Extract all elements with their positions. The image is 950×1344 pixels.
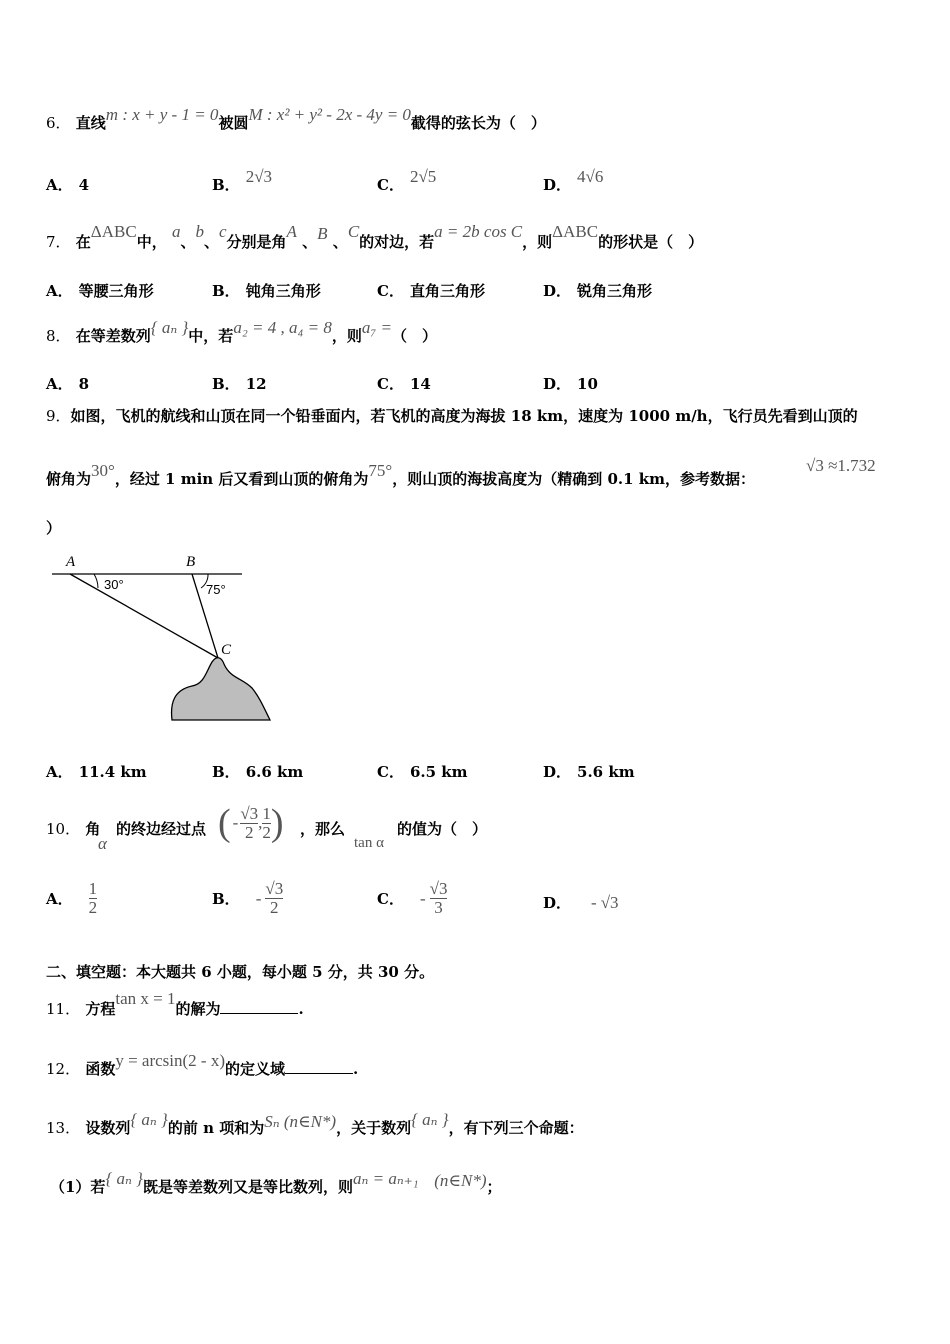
q7-option-d[interactable]: D． 锐角三角形 xyxy=(543,282,653,300)
q12-answer-blank[interactable] xyxy=(285,1059,353,1074)
q10-number: 10． xyxy=(46,820,81,838)
q11-answer-blank[interactable] xyxy=(220,999,298,1014)
q12-stem: 12． 函数y = arcsin(2 - x)的定义域 . xyxy=(46,1051,359,1078)
q13-number: 13． xyxy=(46,1119,81,1137)
q6-text-post: 截得的弦长为（ ） xyxy=(410,114,546,132)
q10-tan-alpha: tan α xyxy=(354,835,384,851)
q7-stem: 7． 在ΔABC中， a、b、c分别是角A 、B 、C的对边，若a = 2b cos C，则ΔABC的形状是（ ） xyxy=(46,222,704,251)
q10-option-b[interactable]: B． - $\frac{√3}{2}$ xyxy=(212,879,284,917)
q10-alpha: α xyxy=(98,834,107,853)
q6-stem xyxy=(46,105,546,134)
q10-point: ( - $\frac{√3}{2}$ , $\frac{1}{2}$ ) xyxy=(218,802,284,844)
q9-option-d[interactable]: D． 5.6 km xyxy=(543,763,635,781)
q7-option-b[interactable]: B． 钝角三角形 xyxy=(212,282,321,300)
angle-arc-a xyxy=(94,574,98,588)
q6-option-b[interactable]: B． 2√3 xyxy=(212,167,273,194)
q6-number: 6． xyxy=(46,114,71,132)
q8-target: a₇ = xyxy=(361,318,392,337)
q11-stem: 11． 方程tan x = 1的解为 . xyxy=(46,989,304,1018)
q6-option-c[interactable]: C． 2√5 xyxy=(377,167,437,194)
q10-option-a[interactable]: A． $\frac{1}{2}$ xyxy=(46,879,98,917)
angle-75-label: 75° xyxy=(206,582,226,597)
q9-option-b[interactable]: B． 6.6 km xyxy=(212,763,304,781)
q8-stem: 8． 在等差数列{ aₙ }中，若a₂ = 4 , a₄ = 8，则a₇ =（ ） xyxy=(46,318,437,345)
q10-option-d[interactable]: D． - √3 xyxy=(543,892,619,912)
q9-option-a[interactable]: A． 11.4 km xyxy=(46,763,147,781)
q10-text-value: 的值为（ ） xyxy=(397,820,488,838)
q10-text-point: 的终边经过点 xyxy=(116,820,207,838)
section-fill-in-heading: 二、填空题：本大题共 6 小题，每小题 5 分，共 30 分。 xyxy=(46,963,435,981)
q6-option-d[interactable]: D． 4√6 xyxy=(543,167,604,194)
q9-option-c[interactable]: C． 6.5 km xyxy=(377,763,468,781)
q8-condition: a₂ = 4 , a₄ = 8 xyxy=(233,318,332,337)
q12-number: 12． xyxy=(46,1060,81,1078)
q9-reference-data: √3 ≈1.732 xyxy=(806,456,876,475)
q7-triangle: ΔABC xyxy=(90,222,137,241)
q9-figure xyxy=(46,548,276,730)
q10-text-then: ，那么 xyxy=(300,820,346,838)
q7-option-a[interactable]: A． 等腰三角形 xyxy=(46,282,154,300)
q13-proposition-1: （1）若{ aₙ }既是等差数列又是等比数列，则aₙ = aₙ₊₁ (n∈N*)； xyxy=(50,1169,502,1196)
q9-line1: 9．如图，飞机的航线和山顶在同一个铅垂面内，若飞机的高度为海拔 18 km，速度为 1000 m/h，飞行员先看到山顶的 xyxy=(46,407,858,425)
q6-line-equation: m : x + y - 1 = 0 xyxy=(105,105,219,124)
q10-stem: 10． 角 xyxy=(46,820,101,838)
q8-number: 8． xyxy=(46,327,71,345)
q10-option-c[interactable]: C． - $\frac{√3}{3}$ xyxy=(377,879,448,917)
q8-option-a[interactable]: A． 8 xyxy=(46,375,90,393)
q7-number: 7． xyxy=(46,233,71,251)
q9-line3: ） xyxy=(46,519,62,537)
q9-line2: 俯角为30°，经过 1 min 后又看到山顶的俯角为75°，则山顶的海拔高度为（精确到 0.1 km，参考数据： xyxy=(46,461,756,488)
q7-condition: a = 2b cos C xyxy=(434,222,523,241)
q7-option-c[interactable]: C． 直角三角形 xyxy=(377,282,485,300)
q13-sum: Sₙ (n∈N*) xyxy=(264,1112,337,1131)
angle-30-label: 30° xyxy=(104,577,124,592)
q6-text-pre: 直线 xyxy=(75,114,106,132)
q8-option-c[interactable]: C． 14 xyxy=(377,375,431,393)
q11-equation: tan x = 1 xyxy=(115,989,176,1008)
point-b-label: B xyxy=(186,554,196,570)
q6-text-mid: 被圆 xyxy=(218,114,249,132)
mountain-shape xyxy=(172,658,270,720)
point-a-label: A xyxy=(66,554,76,570)
q8-option-b[interactable]: B． 12 xyxy=(212,375,267,393)
q8-sequence: { aₙ } xyxy=(150,318,189,337)
point-c-label: C xyxy=(221,642,232,658)
q12-function: y = arcsin(2 - x) xyxy=(115,1051,226,1070)
q8-option-d[interactable]: D． 10 xyxy=(543,375,598,393)
q13-stem: 13． 设数列{ aₙ }的前 n 项和为Sₙ (n∈N*)，关于数列{ aₙ }，有下列三个命题： xyxy=(46,1110,584,1137)
q6-option-a[interactable]: A． 4 xyxy=(46,176,90,194)
q6-circle-equation: M : x² + y² - 2x - 4y = 0 xyxy=(248,105,411,124)
q11-number: 11． xyxy=(46,1000,81,1018)
q9-number: 9． xyxy=(46,407,71,425)
